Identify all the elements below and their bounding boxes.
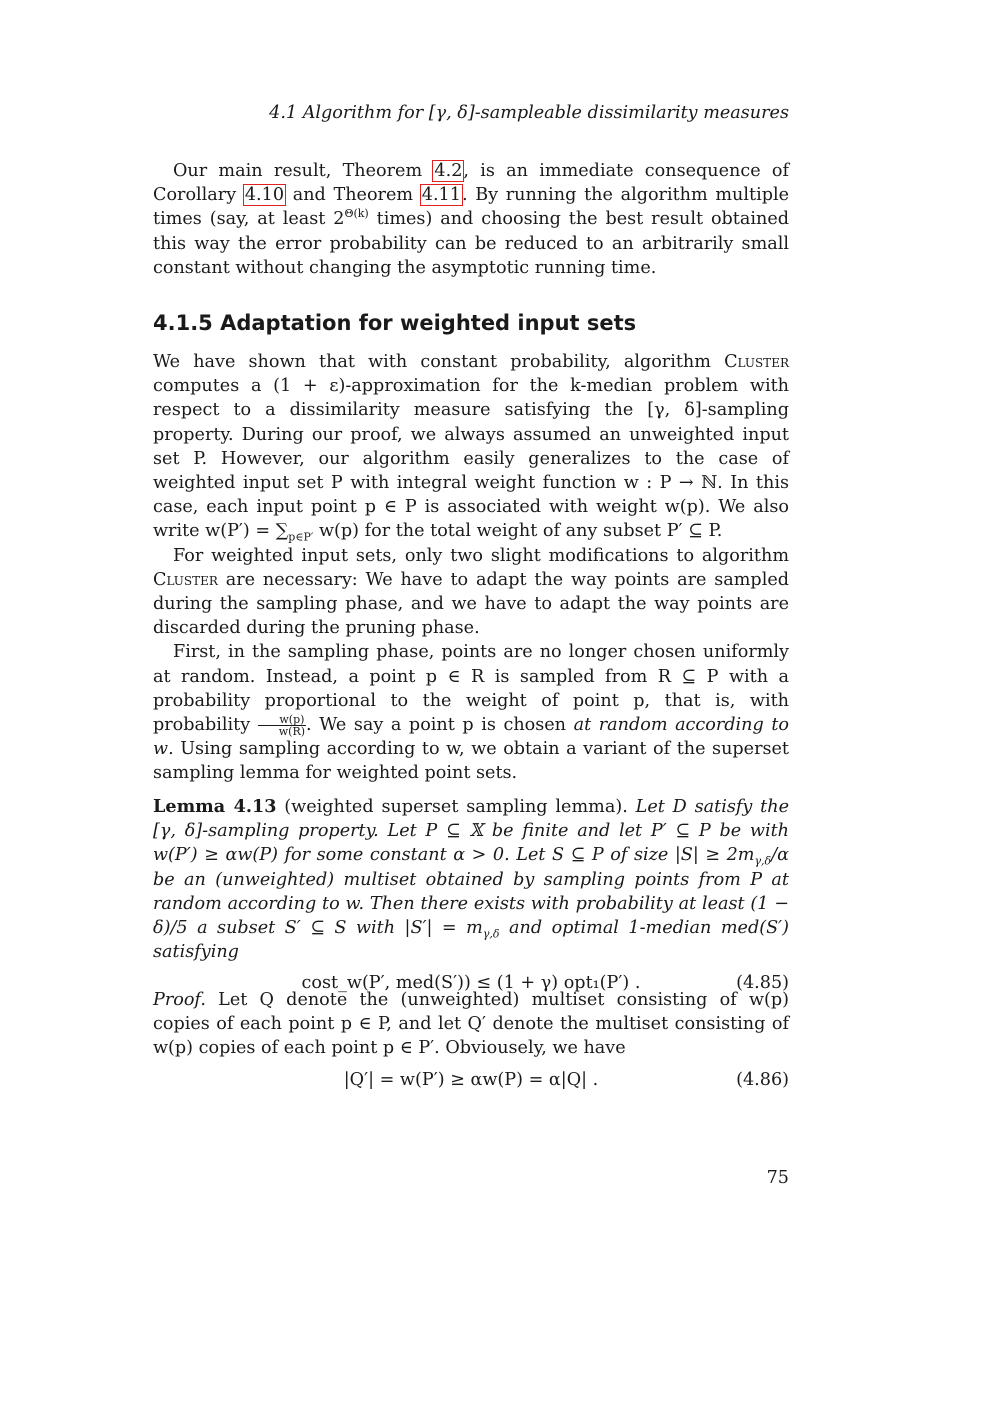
corollary-ref-link[interactable]: 4.10 bbox=[244, 185, 285, 206]
p2-text-1: For weighted input sets, only two slight modifications to algorithm bbox=[173, 545, 789, 566]
section-body bbox=[153, 350, 789, 786]
p3-emphasis: at random according to w bbox=[153, 715, 789, 760]
intro-paragraph-block bbox=[153, 159, 789, 280]
p1-subscript: p∈P′ bbox=[288, 530, 314, 544]
lemma-statement bbox=[153, 795, 789, 964]
equation-number: (4.85) bbox=[736, 973, 789, 994]
p1-text-1: We have shown that with constant probability, algorithm bbox=[153, 352, 725, 372]
page-number: 75 bbox=[766, 1168, 789, 1188]
running-head: 4.1 Algorithm for [γ, δ]-sampleable dissimilarity measures bbox=[269, 103, 789, 123]
proof-label: Proof. bbox=[153, 990, 206, 1010]
p1-text-2: computes a (1 + ε)-approximation for the k-median problem with respect to a dissimilarity measure satisfying the [γ, δ]-sampling property. During our proof, we always assumed an unweighted input set P. However, our algorithm easily generalizes to the case of weighted input set P with integral weight function w : P → ℕ. In this case, each input point p ∈ P is associated with weight w(p). We also write w(P′) = ∑ bbox=[153, 376, 789, 542]
lemma-heading: Lemma 4.13 bbox=[153, 796, 277, 817]
p1-text-3: w(p) for the total weight of any subset P′ ⊆ P. bbox=[313, 521, 723, 542]
proof-text: Let Q denote the (unweighted) multiset consisting of w(p) copies of each point p ∈ P, and let Q′ denote the multiset consisting of w(p) copies of each point p ∈ P′. Obviousely, we have bbox=[153, 990, 789, 1059]
intro-text-1: Our main result, Theorem bbox=[173, 161, 434, 181]
algorithm-name: Cluster bbox=[724, 352, 789, 372]
probability-fraction bbox=[258, 714, 306, 737]
intro-text-5: times) and choosing the best result obtained this way the error probability can be reduced to an arbitrarily small constant without changing the asymptotic running time. bbox=[153, 209, 790, 278]
lemma-subscript-1: γ,δ bbox=[754, 854, 772, 868]
paragraph-3 bbox=[153, 640, 789, 785]
p3-text-3: . Using sampling according to w, we obtain a variant of the superset sampling lemma for weighted point sets. bbox=[153, 739, 789, 784]
equation-number-2: (4.86) bbox=[736, 1069, 789, 1090]
p2-text-2: are necessary: We have to adapt the way points are sampled during the sampling phase, and we have to adapt the way points are discarded during the pruning phase. bbox=[153, 569, 789, 639]
theorem-ref-link[interactable]: 4.2 bbox=[434, 161, 463, 181]
section-title: 4.1.5 Adaptation for weighted input sets bbox=[153, 311, 637, 335]
intro-superscript: Θ(k) bbox=[344, 207, 369, 221]
document-page bbox=[153, 0, 789, 1414]
theorem-ref-link-2[interactable]: 4.11 bbox=[421, 185, 461, 206]
fraction-numerator: w(p) bbox=[258, 714, 306, 726]
p3-text-2: . We say a point p is chosen bbox=[306, 715, 574, 736]
equation-expression: cost_w(P′, med(S′)) ≤ (1 + γ) opt₁(P′) . bbox=[301, 973, 641, 994]
algorithm-name-2: Cluster bbox=[153, 569, 218, 590]
paragraph-1 bbox=[153, 350, 789, 544]
equation-4-86 bbox=[153, 1065, 789, 1095]
p3-text-1: First, in the sampling phase, points are no longer chosen uniformly at random. Instead, a point p ∈ R is sampled from R ⊆ P with a probability proportional to the weight of point p, that is, with probability bbox=[153, 642, 789, 736]
fraction-denominator: w(R) bbox=[278, 724, 306, 738]
equation-expression-2: |Q′| = w(P′) ≥ αw(P) = α|Q| . bbox=[343, 1069, 599, 1090]
intro-paragraph bbox=[153, 159, 789, 280]
intro-text-4: . By running the algorithm multiple times (say, at least 2 bbox=[153, 185, 789, 230]
intro-text-2: , is an immediate consequence of Corollary bbox=[153, 161, 789, 206]
lemma-text-2: /α be an (unweighted) multiset obtained by sampling points from P at random according to w. Then there exists with probability at least (1 − δ)/5 a subset S′ ⊆ S with |S′| = m bbox=[153, 845, 789, 939]
paragraph-2 bbox=[153, 544, 789, 641]
lemma-block bbox=[153, 795, 789, 1002]
lemma-text-3: and optimal 1-median med(S′) satisfying bbox=[153, 918, 789, 963]
lemma-subscript-2: γ,δ bbox=[482, 927, 500, 941]
lemma-text-1: Let D satisfy the [γ, δ]-sampling property. Let P ⊆ 𝕏 be finite and let P′ ⊆ P be with w(P′) ≥ αw(P) for some constant α > 0. Let S ⊆ P of size |S| ≥ 2m bbox=[153, 797, 789, 866]
intro-text-3: and Theorem bbox=[285, 185, 421, 206]
lemma-title: (weighted superset sampling lemma). bbox=[276, 797, 628, 817]
proof-paragraph bbox=[153, 988, 789, 1061]
proof-block bbox=[153, 988, 789, 1099]
